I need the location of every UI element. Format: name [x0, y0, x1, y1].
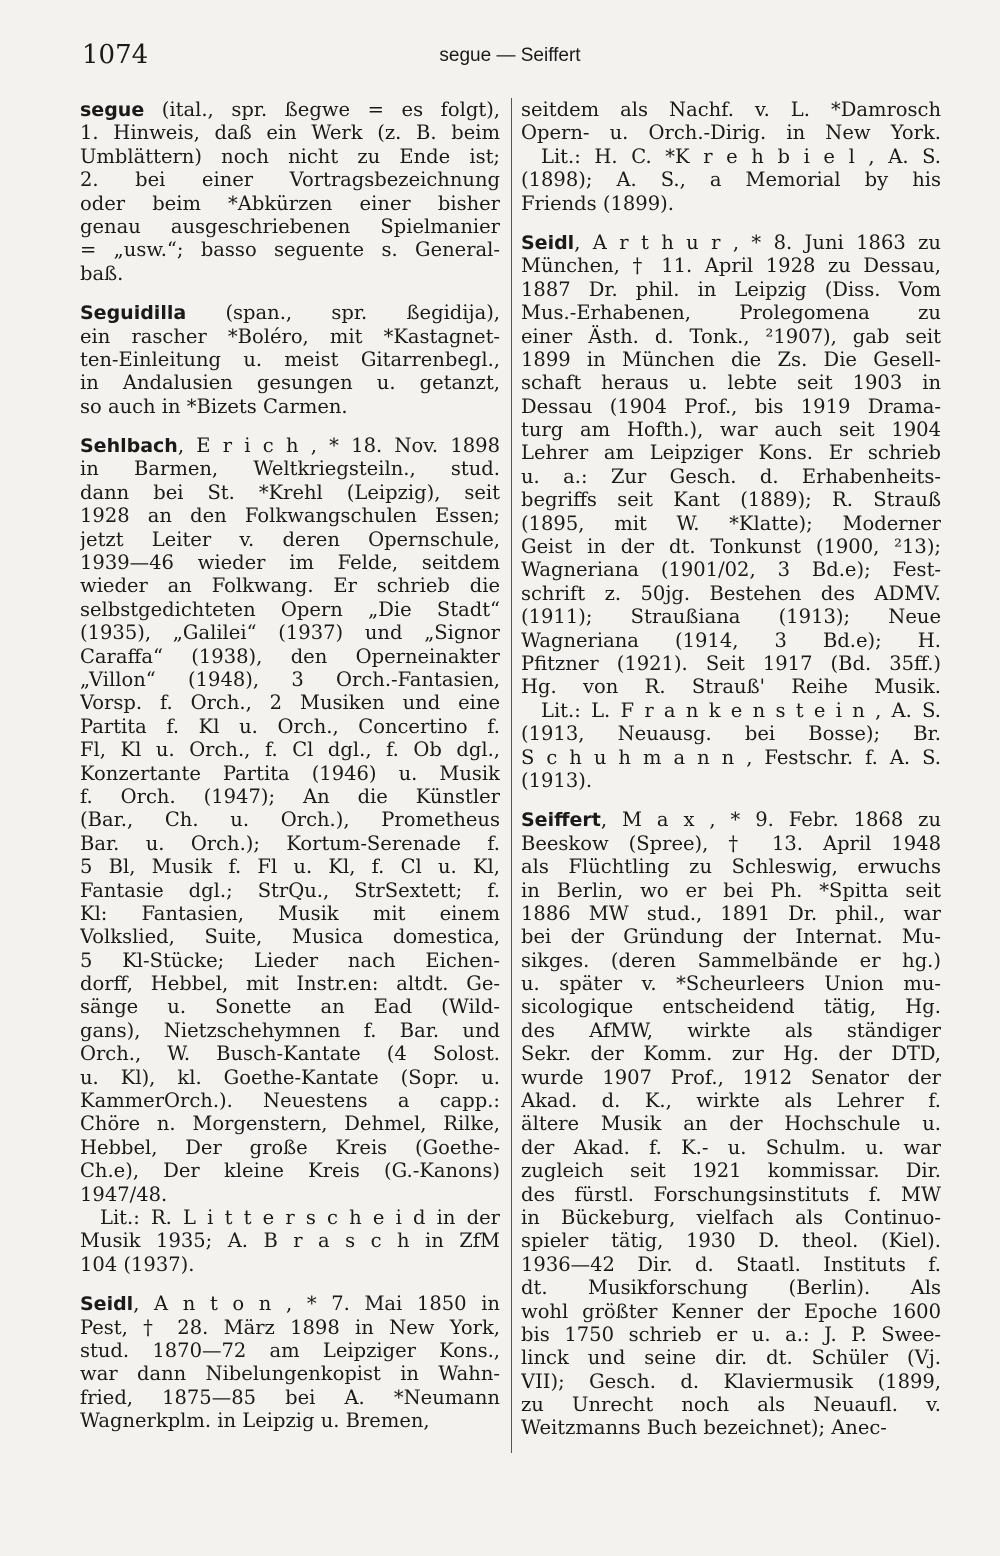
entry-line: in Bückeburg, vielfach als Continuo-	[521, 1205, 941, 1229]
entry-line: Wagneriana (1901/02, 3 Bd.e); Fest-	[521, 558, 941, 582]
entry-line: Lehrer am Leipziger Kons. Er schrieb	[521, 441, 941, 465]
entry-line: Pfitzner (1921). Seit 1917 (Bd. 35ff.)	[521, 651, 941, 675]
entry-line: dt. Musikforschung (Berlin). Als	[521, 1276, 941, 1300]
left-column	[80, 98, 500, 1448]
entry-line: Pest, † 28. März 1898 in New York,	[80, 1315, 500, 1339]
entry-line: Wagneriana (1914, 3 Bd.e); H.	[521, 628, 941, 652]
entry-line: dann bei St. *Krehl (Leipzig), seit	[80, 480, 500, 504]
entry-line: VII); Gesch. d. Klaviermusik (1899,	[521, 1369, 941, 1393]
entry-line: 1. Hinweis, daß ein Werk (z. B. beim	[80, 121, 500, 145]
entry-line: Hebbel, Der große Kreis (Goethe-	[80, 1135, 500, 1159]
entry-line: spieler tätig, 1930 D. theol. (Kiel).	[521, 1229, 941, 1253]
headword: segue	[80, 99, 145, 121]
entry-line: u. a.: Zur Gesch. d. Erhabenheits-	[521, 464, 941, 488]
entry-line: Seidl, A n t o n , * 7. Mai 1850 in	[80, 1292, 500, 1316]
entry-line: Seidl, A r t h u r , * 8. Juni 1863 zu	[521, 230, 941, 254]
entry-line: Hg. von R. Strauß' Reihe Musik.	[521, 675, 941, 699]
entry-line: wurde 1907 Prof., 1912 Senator der	[521, 1065, 941, 1089]
entry-line: linck und seine dir. dt. Schüler (Vj.	[521, 1346, 941, 1370]
entry-line: der Akad. f. K.- u. Schulm. u. war	[521, 1135, 941, 1159]
entry-line: = „usw.“; basso seguente s. General-	[80, 238, 500, 262]
dictionary-entry	[521, 231, 941, 792]
entry-line: bei der Gründung der Internat. Mu-	[521, 925, 941, 949]
entry-line: gans), Nietzschehymnen f. Bar. und	[80, 1018, 500, 1042]
entry-line: in Andalusien gesungen u. getanzt,	[80, 371, 500, 395]
entry-line: 5 Kl-Stücke; Lieder nach Eichen-	[80, 948, 500, 972]
entry-line: 1928 an den Folkwangschulen Essen;	[80, 504, 500, 528]
entry-line: 1947/48.	[80, 1182, 168, 1206]
headword: Seidl	[80, 1293, 134, 1316]
entry-line: jetzt Leiter v. deren Opernschule,	[80, 527, 500, 551]
entry-line: Fl, Kl u. Orch., f. Cl dgl., f. Ob dgl.,	[80, 738, 500, 762]
entry-line: 2. bei einer Vortragsbezeichnung	[80, 168, 500, 192]
headword: Sehlbach	[80, 435, 178, 458]
entry-line: 1899 in München die Zs. Die Gesell-	[521, 347, 941, 371]
entry-line: bis 1750 schrieb er u. a.: J. P. Swee-	[521, 1322, 941, 1346]
entry-line: Ch.e), Der kleine Kreis (G.-Kanons)	[80, 1159, 500, 1183]
entry-line: in Berlin, wo er bei Ph. *Spitta seit	[521, 878, 941, 902]
entry-line: KammerOrch.). Neuestens a capp.:	[80, 1089, 500, 1113]
entry-line: Geist in der dt. Tonkunst (1900, ²13);	[521, 535, 941, 559]
entry-line: Volkslied, Suite, Musica domestica,	[80, 925, 500, 949]
entry-line: Seguidilla (span., spr. ßegidija),	[80, 301, 500, 325]
entry-line: schrift z. 50jg. Bestehen des ADMV.	[521, 581, 941, 605]
entry-line: des AfMW, wirkte als ständiger	[521, 1018, 941, 1042]
entry-line: 1936—42 Dir. d. Staatl. Instituts f.	[521, 1252, 941, 1276]
dictionary-entry	[521, 808, 941, 1440]
entry-line: 1887 Dr. phil. in Leipzig (Diss. Vom	[521, 277, 941, 301]
entry-line: Lit.: L. F r a n k e n s t e i n , A. S.	[541, 698, 941, 722]
entry-line: (1913, Neuausg. bei Bosse); Br.	[521, 722, 941, 746]
entry-line: Musik 1935; A. B r a s c h in ZfM	[80, 1229, 500, 1253]
entry-line: Vorsp. f. Orch., 2 Musiken und eine	[80, 691, 500, 715]
entry-line: 1939—46 wieder im Felde, seitdem	[80, 551, 500, 575]
entry-line: Sehlbach, E r i c h , * 18. Nov. 1898	[80, 434, 500, 458]
entry-line: Sekr. der Komm. zur Hg. der DTD,	[521, 1042, 941, 1066]
headword: Seguidilla	[80, 302, 187, 325]
entry-line: Mus.-Erhabenen, Prolegomena zu	[521, 301, 941, 325]
headword: Seiffert	[521, 809, 601, 832]
entry-line: dorff, Hebbel, mit Instr.en: altdt. Ge-	[80, 972, 500, 996]
entry-line: schaft heraus u. lebte seit 1903 in	[521, 371, 941, 395]
entry-line: wieder an Folkwang. Er schrieb die	[80, 574, 500, 598]
entry-line: seitdem als Nachf. v. L. *Damrosch	[521, 98, 941, 121]
dictionary-entry	[80, 301, 500, 418]
entry-line: ältere Musik an der Hochschule u.	[521, 1112, 941, 1136]
dictionary-entry	[521, 98, 941, 215]
entry-line: (Bar., Ch. u. Orch.), Prometheus	[80, 808, 500, 832]
entry-line: sänge u. Sonette an Ead (Wild-	[80, 995, 500, 1019]
entry-line: Caraffa“ (1938), den Operneinakter	[80, 644, 500, 668]
entry-line: Beeskow (Spree), † 13. April 1948	[521, 831, 941, 855]
entry-line: begriffs seit Kant (1889); R. Strauß	[521, 488, 941, 512]
entry-line: baß.	[80, 261, 124, 285]
entry-line: ten-Einleitung u. meist Gitarrenbegl.,	[80, 347, 500, 371]
entry-line: Kl: Fantasien, Musik mit einem	[80, 901, 500, 925]
entry-line: Wagnerkplm. in Leipzig u. Bremen,	[80, 1409, 430, 1433]
entry-line: Umblättern) noch nicht zu Ende ist;	[80, 144, 500, 168]
entry-line: einer Ästh. d. Tonk., ²1907), gab seit	[521, 324, 941, 348]
entry-line: (1898); A. S., a Memorial by his	[521, 168, 941, 192]
entry-line: turg am Hofth.), war auch seit 1904	[521, 418, 941, 442]
entry-line: sicologique entscheidend tätig, Hg.	[521, 995, 941, 1019]
entry-line: zugleich seit 1921 kommissar. Dir.	[521, 1159, 941, 1183]
entry-line: (1895, mit W. *Klatte); Moderner	[521, 511, 941, 535]
entry-line: als Flüchtling zu Schleswig, erwuchs	[521, 855, 941, 879]
column-divider	[511, 98, 512, 1453]
entry-line: in Barmen, Weltkriegsteiln., stud.	[80, 457, 500, 481]
entry-line: 104 (1937).	[80, 1252, 195, 1276]
entry-line: Weitzmanns Buch bezeichnet); Anec-	[521, 1416, 887, 1440]
entry-line: S c h u h m a n n , Festschr. f. A. S.	[521, 745, 941, 769]
entry-line: Akad. d. K., wirkte als Lehrer f.	[521, 1089, 941, 1113]
entry-line: u. Kl), kl. Goethe-Kantate (Sopr. u.	[80, 1065, 500, 1089]
entry-line: Lit.: R. L i t t e r s c h e i d in der	[100, 1205, 500, 1229]
entry-line: Orch., W. Busch-Kantate (4 Solost.	[80, 1042, 500, 1066]
entry-line: f. Orch. (1947); An die Künstler	[80, 784, 500, 808]
entry-line: des fürstl. Forschungsinstituts f. MW	[521, 1182, 941, 1206]
page-number: 1074	[82, 40, 149, 70]
entry-line: (1913).	[521, 768, 593, 792]
dictionary-entry	[80, 434, 500, 1276]
dictionary-entry	[80, 98, 500, 285]
entry-line: München, † 11. April 1928 zu Dessau,	[521, 254, 941, 278]
entry-line: so auch in *Bizets Carmen.	[80, 394, 348, 418]
entry-line: Konzertante Partita (1946) u. Musik	[80, 761, 500, 785]
entry-line: oder beim *Abkürzen einer bisher	[80, 191, 500, 215]
entry-line: Partita f. Kl u. Orch., Concertino f.	[80, 714, 500, 738]
entry-line: 1886 MW stud., 1891 Dr. phil., war	[521, 901, 941, 925]
entry-line: stud. 1870—72 am Leipziger Kons.,	[80, 1338, 500, 1362]
headword: Seidl	[521, 231, 575, 254]
entry-line: zu Unrecht noch als Neuaufl. v.	[521, 1393, 941, 1417]
entry-line: Fantasie dgl.; StrQu., StrSextett; f.	[80, 878, 500, 902]
entry-line: Chöre n. Morgenstern, Dehmel, Rilke,	[80, 1112, 500, 1136]
entry-line: Opern- u. Orch.-Dirig. in New York.	[521, 121, 941, 145]
entry-line: Dessau (1904 Prof., bis 1919 Drama-	[521, 394, 941, 418]
entry-line: fried, 1875—85 bei A. *Neumann	[80, 1385, 500, 1409]
entry-line: sikges. (deren Sammelbände er hg.)	[521, 948, 941, 972]
entry-line: Bar. u. Orch.); Kortum-Serenade f.	[80, 831, 500, 855]
right-column	[521, 98, 941, 1456]
entry-line: selbstgedichteten Opern „Die Stadt“	[80, 597, 500, 621]
entry-line: 5 Bl, Musik f. Fl u. Kl, f. Cl u. Kl,	[80, 855, 500, 879]
entry-line: (1911); Straußiana (1913); Neue	[521, 605, 941, 629]
entry-line: Lit.: H. C. *K r e h b i e l , A. S.	[541, 144, 941, 168]
entry-line: (1935), „Galilei“ (1937) und „Signor	[80, 621, 500, 645]
entry-line: u. später v. *Scheurleers Union mu-	[521, 972, 941, 996]
dictionary-entry	[80, 1292, 500, 1432]
entry-line: wohl größter Kenner der Epoche 1600	[521, 1299, 941, 1323]
entry-line: ein rascher *Boléro, mit *Kastagnet-	[80, 324, 500, 348]
entry-line: Friends (1899).	[521, 191, 674, 215]
entry-line: „Villon“ (1948), 3 Orch.-Fantasien,	[80, 667, 500, 691]
entry-line: segue (ital., spr. ßegwe = es folgt),	[80, 98, 500, 121]
entry-line: war dann Nibelungenkopist in Wahn-	[80, 1362, 500, 1386]
entry-line: genau ausgeschriebenen Spielmanier	[80, 214, 500, 238]
running-head: segue — Seiffert	[439, 45, 581, 66]
entry-line: Seiffert, M a x , * 9. Febr. 1868 zu	[521, 808, 941, 832]
page-header	[82, 40, 938, 80]
